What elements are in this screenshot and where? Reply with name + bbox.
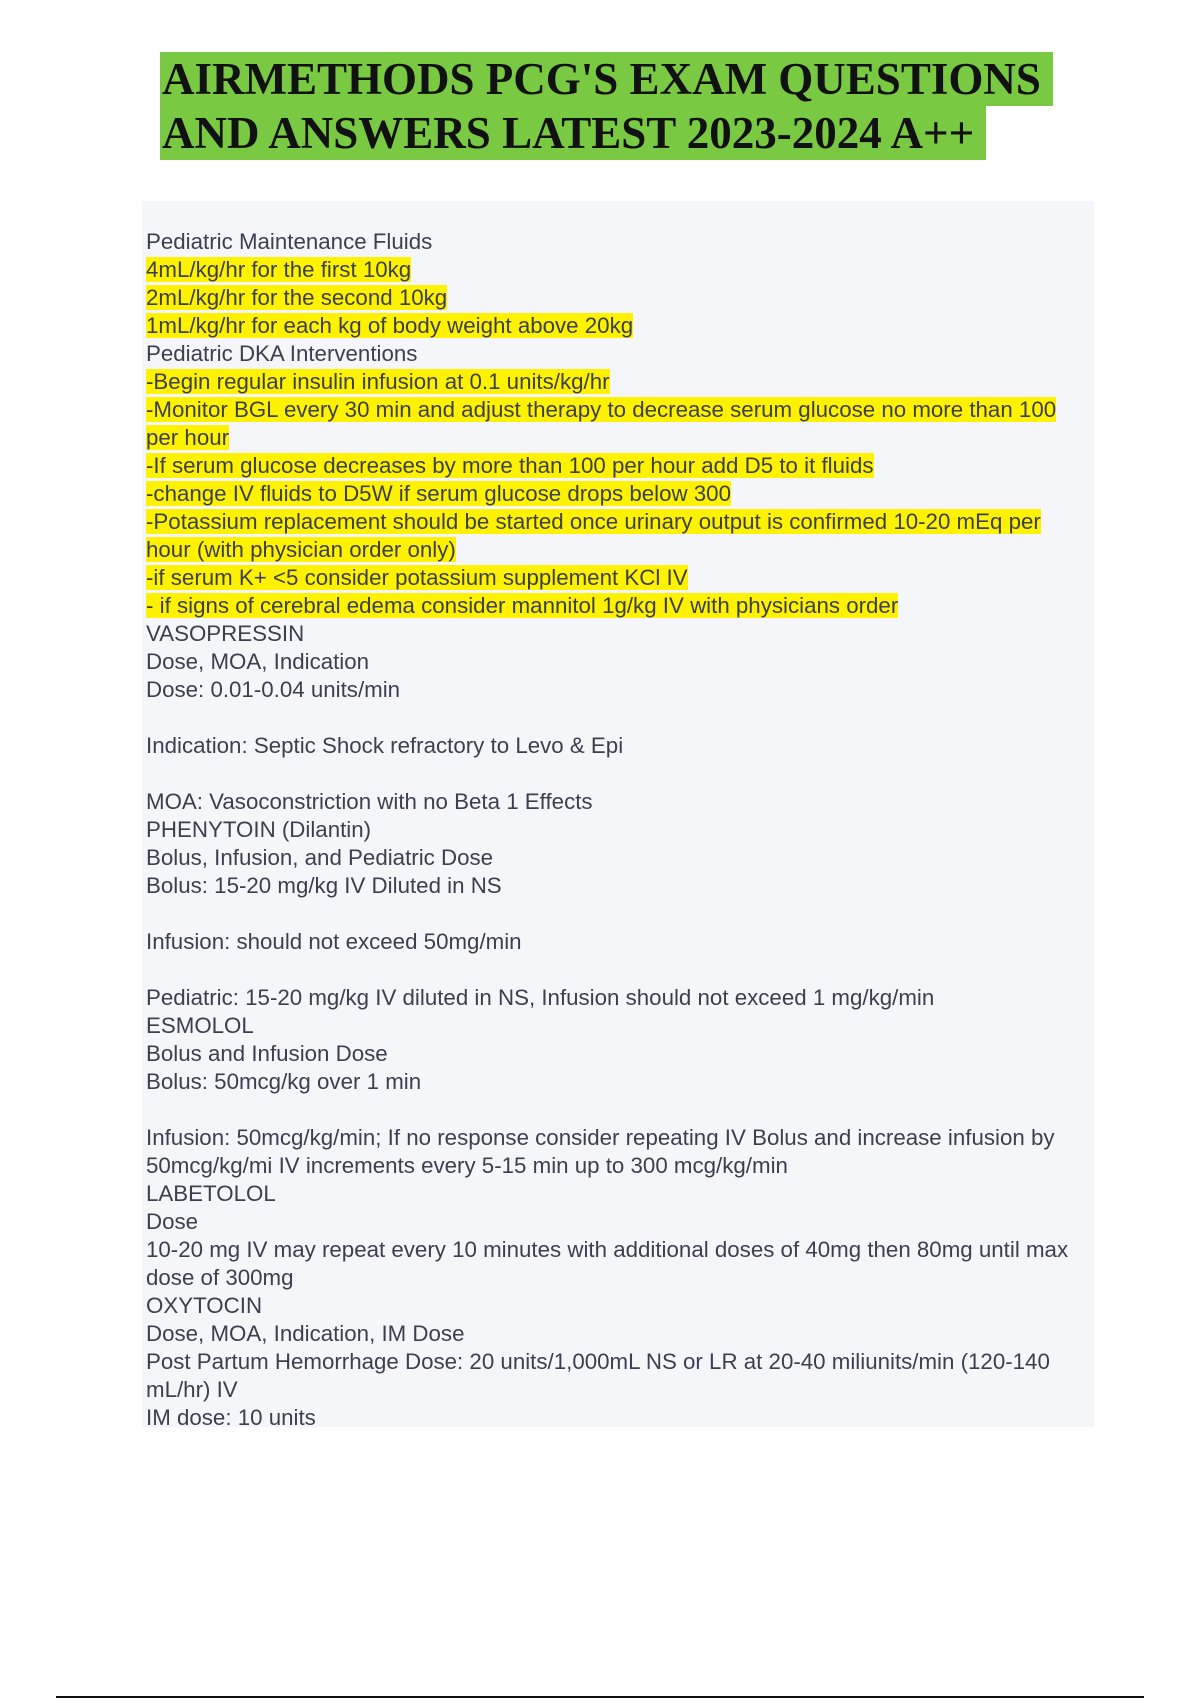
footer-divider	[56, 1696, 1144, 1698]
oxytocin-subheading: Dose, MOA, Indication, IM Dose	[146, 1321, 465, 1346]
section-heading-vasopressin: VASOPRESSIN	[146, 621, 305, 646]
vasopressin-dose: Dose: 0.01-0.04 units/min	[146, 677, 401, 702]
dka-line-5: -Potassium replacement should be started once urinary output is confirmed 10-20 mEq per hour (with physician order only)	[146, 509, 1041, 562]
section-heading-pediatric-dka: Pediatric DKA Interventions	[146, 341, 418, 366]
dka-line-1: -Begin regular insulin infusion at 0.1 units/kg/hr	[146, 369, 610, 394]
page-title	[160, 52, 1120, 160]
section-heading-labetolol: LABETOLOL	[146, 1181, 276, 1206]
blank-line	[146, 900, 1091, 928]
esmolol-infusion: Infusion: 50mcg/kg/min; If no response consider repeating IV Bolus and increase infusion by 50mcg/kg/mi IV increments every 5-15 min up to 300 mcg/kg/min	[146, 1125, 1055, 1178]
dka-line-2: -Monitor BGL every 30 min and adjust therapy to decrease serum glucose no more than 100 per hour	[146, 397, 1057, 450]
phenytoin-infusion: Infusion: should not exceed 50mg/min	[146, 929, 522, 954]
labetolol-subheading: Dose	[146, 1209, 199, 1234]
study-content	[146, 228, 1091, 1432]
page-title-line-1: AIRMETHODS PCG'S EXAM QUESTIONS	[160, 52, 1053, 106]
fluids-line-2: 2mL/kg/hr for the second 10kg	[146, 285, 448, 310]
dka-line-4: -change IV fluids to D5W if serum glucose drops below 300	[146, 481, 731, 506]
blank-line	[146, 760, 1091, 788]
section-heading-phenytoin: PHENYTOIN (Dilantin)	[146, 817, 372, 842]
blank-line	[146, 704, 1091, 732]
phenytoin-bolus: Bolus: 15-20 mg/kg IV Diluted in NS	[146, 873, 502, 898]
oxytocin-pph-dose: Post Partum Hemorrhage Dose: 20 units/1,000mL NS or LR at 20-40 miliunits/min (120-140 mL/hr) IV	[146, 1349, 1050, 1402]
vasopressin-moa: MOA: Vasoconstriction with no Beta 1 Effects	[146, 789, 593, 814]
oxytocin-im-dose: IM dose: 10 units	[146, 1405, 316, 1430]
vasopressin-subheading: Dose, MOA, Indication	[146, 649, 370, 674]
phenytoin-pediatric: Pediatric: 15-20 mg/kg IV diluted in NS, Infusion should not exceed 1 mg/kg/min	[146, 985, 935, 1010]
dka-line-3: -If serum glucose decreases by more than 100 per hour add D5 to it fluids	[146, 453, 874, 478]
blank-line	[146, 956, 1091, 984]
section-heading-esmolol: ESMOLOL	[146, 1013, 254, 1038]
fluids-line-1: 4mL/kg/hr for the first 10kg	[146, 257, 412, 282]
phenytoin-subheading: Bolus, Infusion, and Pediatric Dose	[146, 845, 494, 870]
fluids-line-3: 1mL/kg/hr for each kg of body weight above 20kg	[146, 313, 634, 338]
dka-line-6: -if serum K+ <5 consider potassium supplement KCl IV	[146, 565, 688, 590]
vasopressin-indication: Indication: Septic Shock refractory to Levo & Epi	[146, 733, 624, 758]
esmolol-subheading: Bolus and Infusion Dose	[146, 1041, 388, 1066]
section-heading-pediatric-fluids: Pediatric Maintenance Fluids	[146, 229, 433, 254]
dka-line-7: - if signs of cerebral edema consider mannitol 1g/kg IV with physicians order	[146, 593, 899, 618]
blank-line	[146, 1096, 1091, 1124]
page-title-line-2: AND ANSWERS LATEST 2023-2024 A++	[160, 106, 986, 160]
labetolol-dose: 10-20 mg IV may repeat every 10 minutes with additional doses of 40mg then 80mg until max dose of 300mg	[146, 1237, 1069, 1290]
section-heading-oxytocin: OXYTOCIN	[146, 1293, 263, 1318]
esmolol-bolus: Bolus: 50mcg/kg over 1 min	[146, 1069, 422, 1094]
